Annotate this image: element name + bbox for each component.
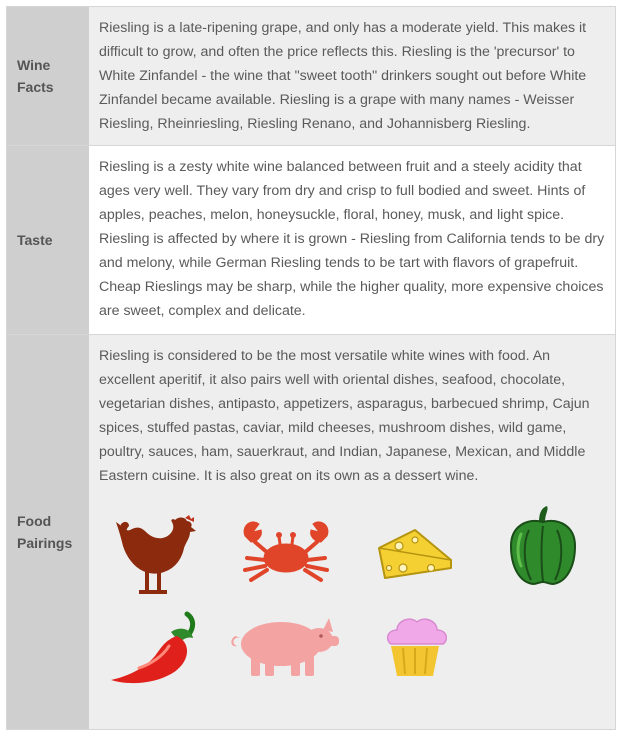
crab-icon [239, 518, 333, 588]
chicken-icon [115, 514, 197, 598]
row-header-line: Wine [17, 57, 51, 73]
row-header-food-pairings [7, 335, 89, 729]
row-header-line: Facts [17, 79, 54, 95]
cheese-icon [375, 524, 455, 582]
table-row-food-pairings [7, 335, 615, 729]
row-header-line: Taste [17, 232, 53, 248]
chili-pepper-icon [109, 610, 201, 686]
food-icons [99, 488, 607, 708]
taste-text: Riesling is a zesty white wine balanced between fruit and a steely acidity that ages very well. They vary from dry and crisp to full bodied and sweet. Hints of apples, peaches, melon, honeysuckle, floral, honey, musk, and light spice. Riesling is affected by where it is grown - Riesling from California tends to be dry and melony, while German Riesling tends to be tart with flavors of grapefruit. Cheap Rieslings may be sharp, while the higher quality, more expensive choices are sweet, complex and delicate. [89, 146, 615, 334]
pig-icon [229, 612, 341, 678]
row-header-line: Pairings [17, 535, 73, 551]
row-header-line: Food [17, 513, 52, 529]
food-pairings-text: Riesling is considered to be the most versatile white wines with food. An excellent aperitif, it also pairs well with oriental dishes, seafood, chocolate, vegetarian dishes, antipasto, appetizers, asparagus, barbecued shrimp, Cajun spices, stuffed pastas, caviar, mild cheeses, mushroom dishes, wild game, poultry, sauces, ham, sauerkraut, and Indian, Japanese, Mexican, and Middle Eastern cuisine. It is also great on its own as a dessert wine. [99, 348, 590, 484]
row-header-wine-facts [7, 7, 89, 145]
wine-facts-text: Riesling is a late-ripening grape, and only has a moderate yield. This makes it difficult to grow, and often the price reflects this. Riesling is the 'precursor' to White Zinfandel - the wine that "sweet tooth" drinkers sought out before White Zinfandel became available. Riesling is a grape with many names - Weisser Riesling, Rheinriesling, Riesling Renano, and Johannisberg Riesling. [89, 7, 615, 145]
food-pairings-cell [89, 335, 615, 729]
table-row-taste [7, 146, 615, 335]
row-header-taste [7, 146, 89, 334]
green-pepper-icon [507, 504, 579, 588]
wine-info-table [6, 6, 616, 730]
cupcake-icon [383, 614, 447, 680]
table-row-wine-facts [7, 7, 615, 146]
